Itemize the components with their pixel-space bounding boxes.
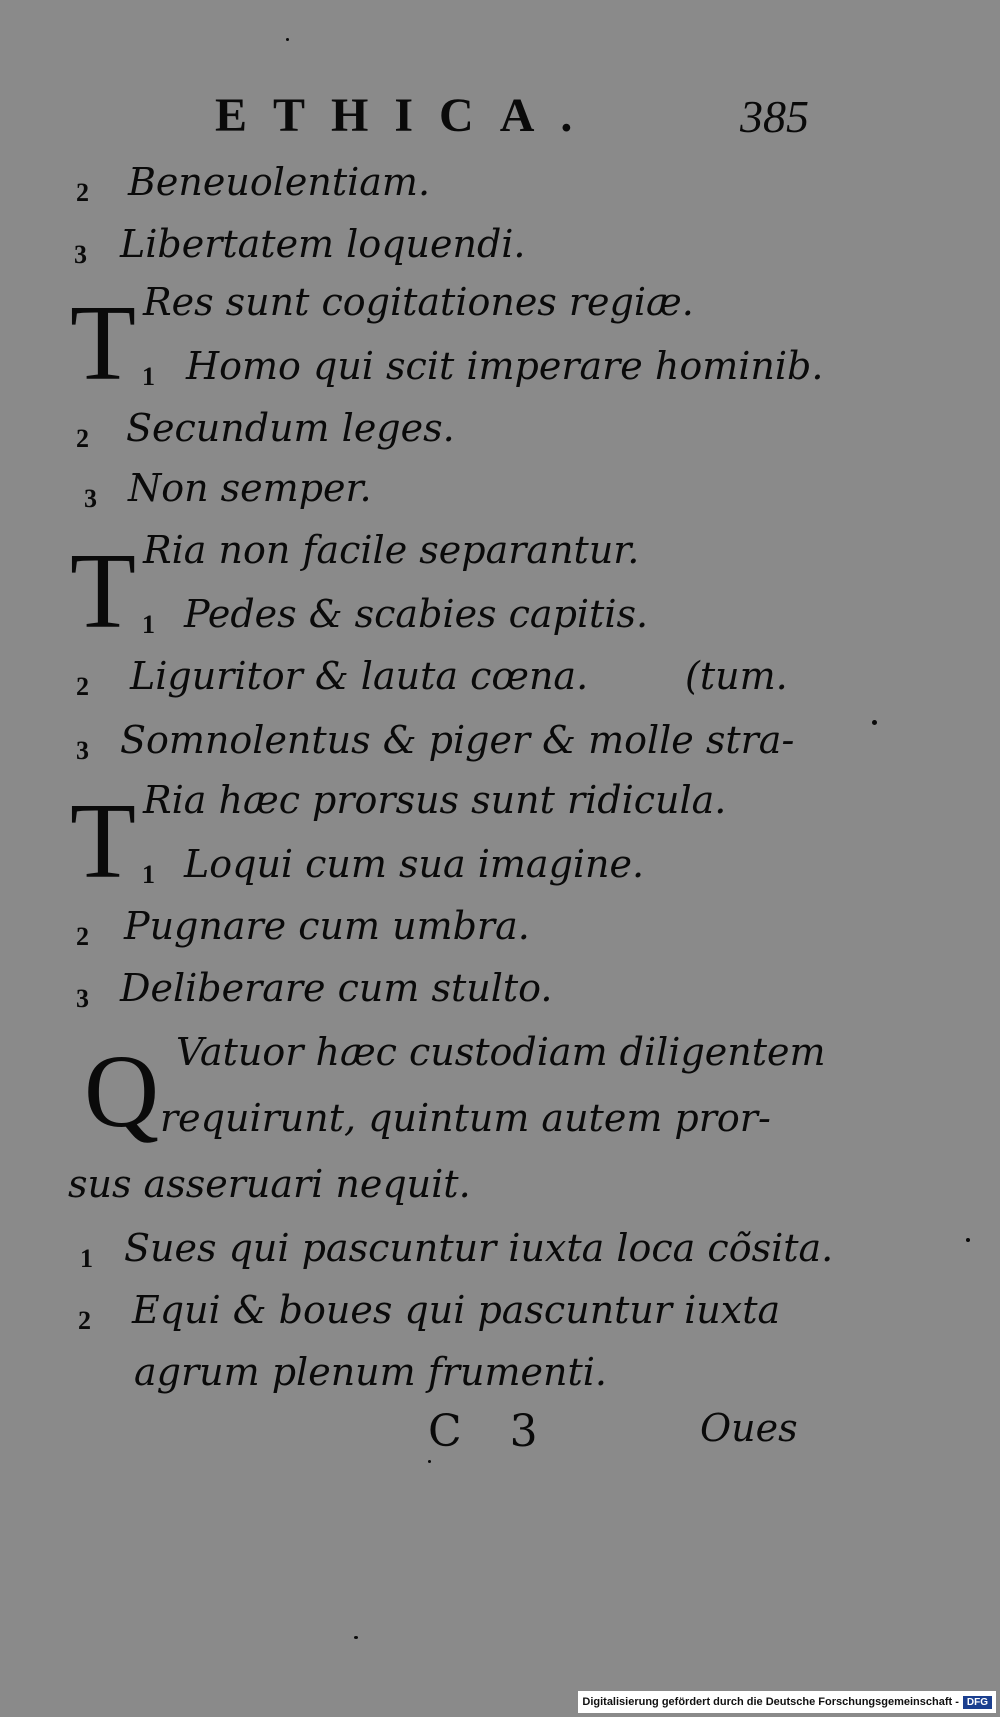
text-line: Ria non facile separantur. <box>143 528 640 572</box>
drop-initial: Q <box>84 1034 160 1149</box>
text-line: Homo qui scit imperare hominib. <box>186 344 824 388</box>
item-number: 2 <box>76 672 89 701</box>
catchword: Oues <box>700 1406 798 1450</box>
text-line: Pedes & scabies capitis. <box>184 592 649 636</box>
ink-speck <box>966 1238 970 1242</box>
drop-initial: T <box>70 532 136 651</box>
ink-speck <box>872 720 877 725</box>
text-line: Equi & boues qui pascuntur iuxta <box>132 1288 781 1332</box>
text-line: Non semper. <box>128 466 372 510</box>
text-line: Pugnare cum umbra. <box>124 904 530 948</box>
text-line: Deliberare cum stulto. <box>120 966 553 1010</box>
ink-speck <box>286 38 289 41</box>
text-line: Secundum leges. <box>126 406 455 450</box>
item-number: 3 <box>76 984 89 1013</box>
item-number: 2 <box>78 1306 91 1335</box>
running-head: ETHICA. <box>215 89 599 142</box>
text-line: requirunt, quintum autem pror- <box>160 1096 771 1140</box>
text-line: Res sunt cogitationes regiæ. <box>143 280 694 324</box>
text-line: Vatuor hæc custodiam diligentem <box>176 1030 826 1074</box>
item-number: 1 <box>80 1244 93 1273</box>
dfg-logo: DFG <box>963 1696 992 1709</box>
signature-mark: C 3 <box>428 1406 538 1457</box>
text-line: Loqui cum sua imagine. <box>184 842 645 886</box>
item-number: 3 <box>84 484 97 513</box>
text-line: Libertatem loquendi. <box>120 222 526 266</box>
item-number: 3 <box>76 736 89 765</box>
item-number: 1 <box>142 860 155 889</box>
ink-speck <box>428 1460 431 1463</box>
text-line: Beneuolentiam. <box>128 160 431 204</box>
drop-initial: T <box>70 782 136 901</box>
turnover-text: (tum. <box>685 654 788 698</box>
ink-speck <box>354 1636 358 1639</box>
text-line: sus asseruari nequit. <box>68 1162 471 1206</box>
text-line: Ria hæc prorsus sunt ridicula. <box>143 778 727 822</box>
item-number: 2 <box>76 922 89 951</box>
item-number: 2 <box>76 178 89 207</box>
item-number: 2 <box>76 424 89 453</box>
item-number: 3 <box>74 240 87 269</box>
text-line: Sues qui pascuntur iuxta loca cõsita. <box>124 1226 834 1270</box>
drop-initial: T <box>70 284 136 403</box>
item-number: 1 <box>142 610 155 639</box>
text-line: agrum plenum frumenti. <box>134 1350 607 1394</box>
item-number: 1 <box>142 362 155 391</box>
page-number: 385 <box>740 91 809 142</box>
digitization-credit <box>578 1691 996 1713</box>
credit-text: Digitalisierung gefördert durch die Deutsche Forschungsgemeinschaft - <box>582 1696 959 1708</box>
text-line: Somnolentus & piger & molle stra- <box>120 718 795 762</box>
text-line: Liguritor & lauta cœna. <box>130 654 589 698</box>
